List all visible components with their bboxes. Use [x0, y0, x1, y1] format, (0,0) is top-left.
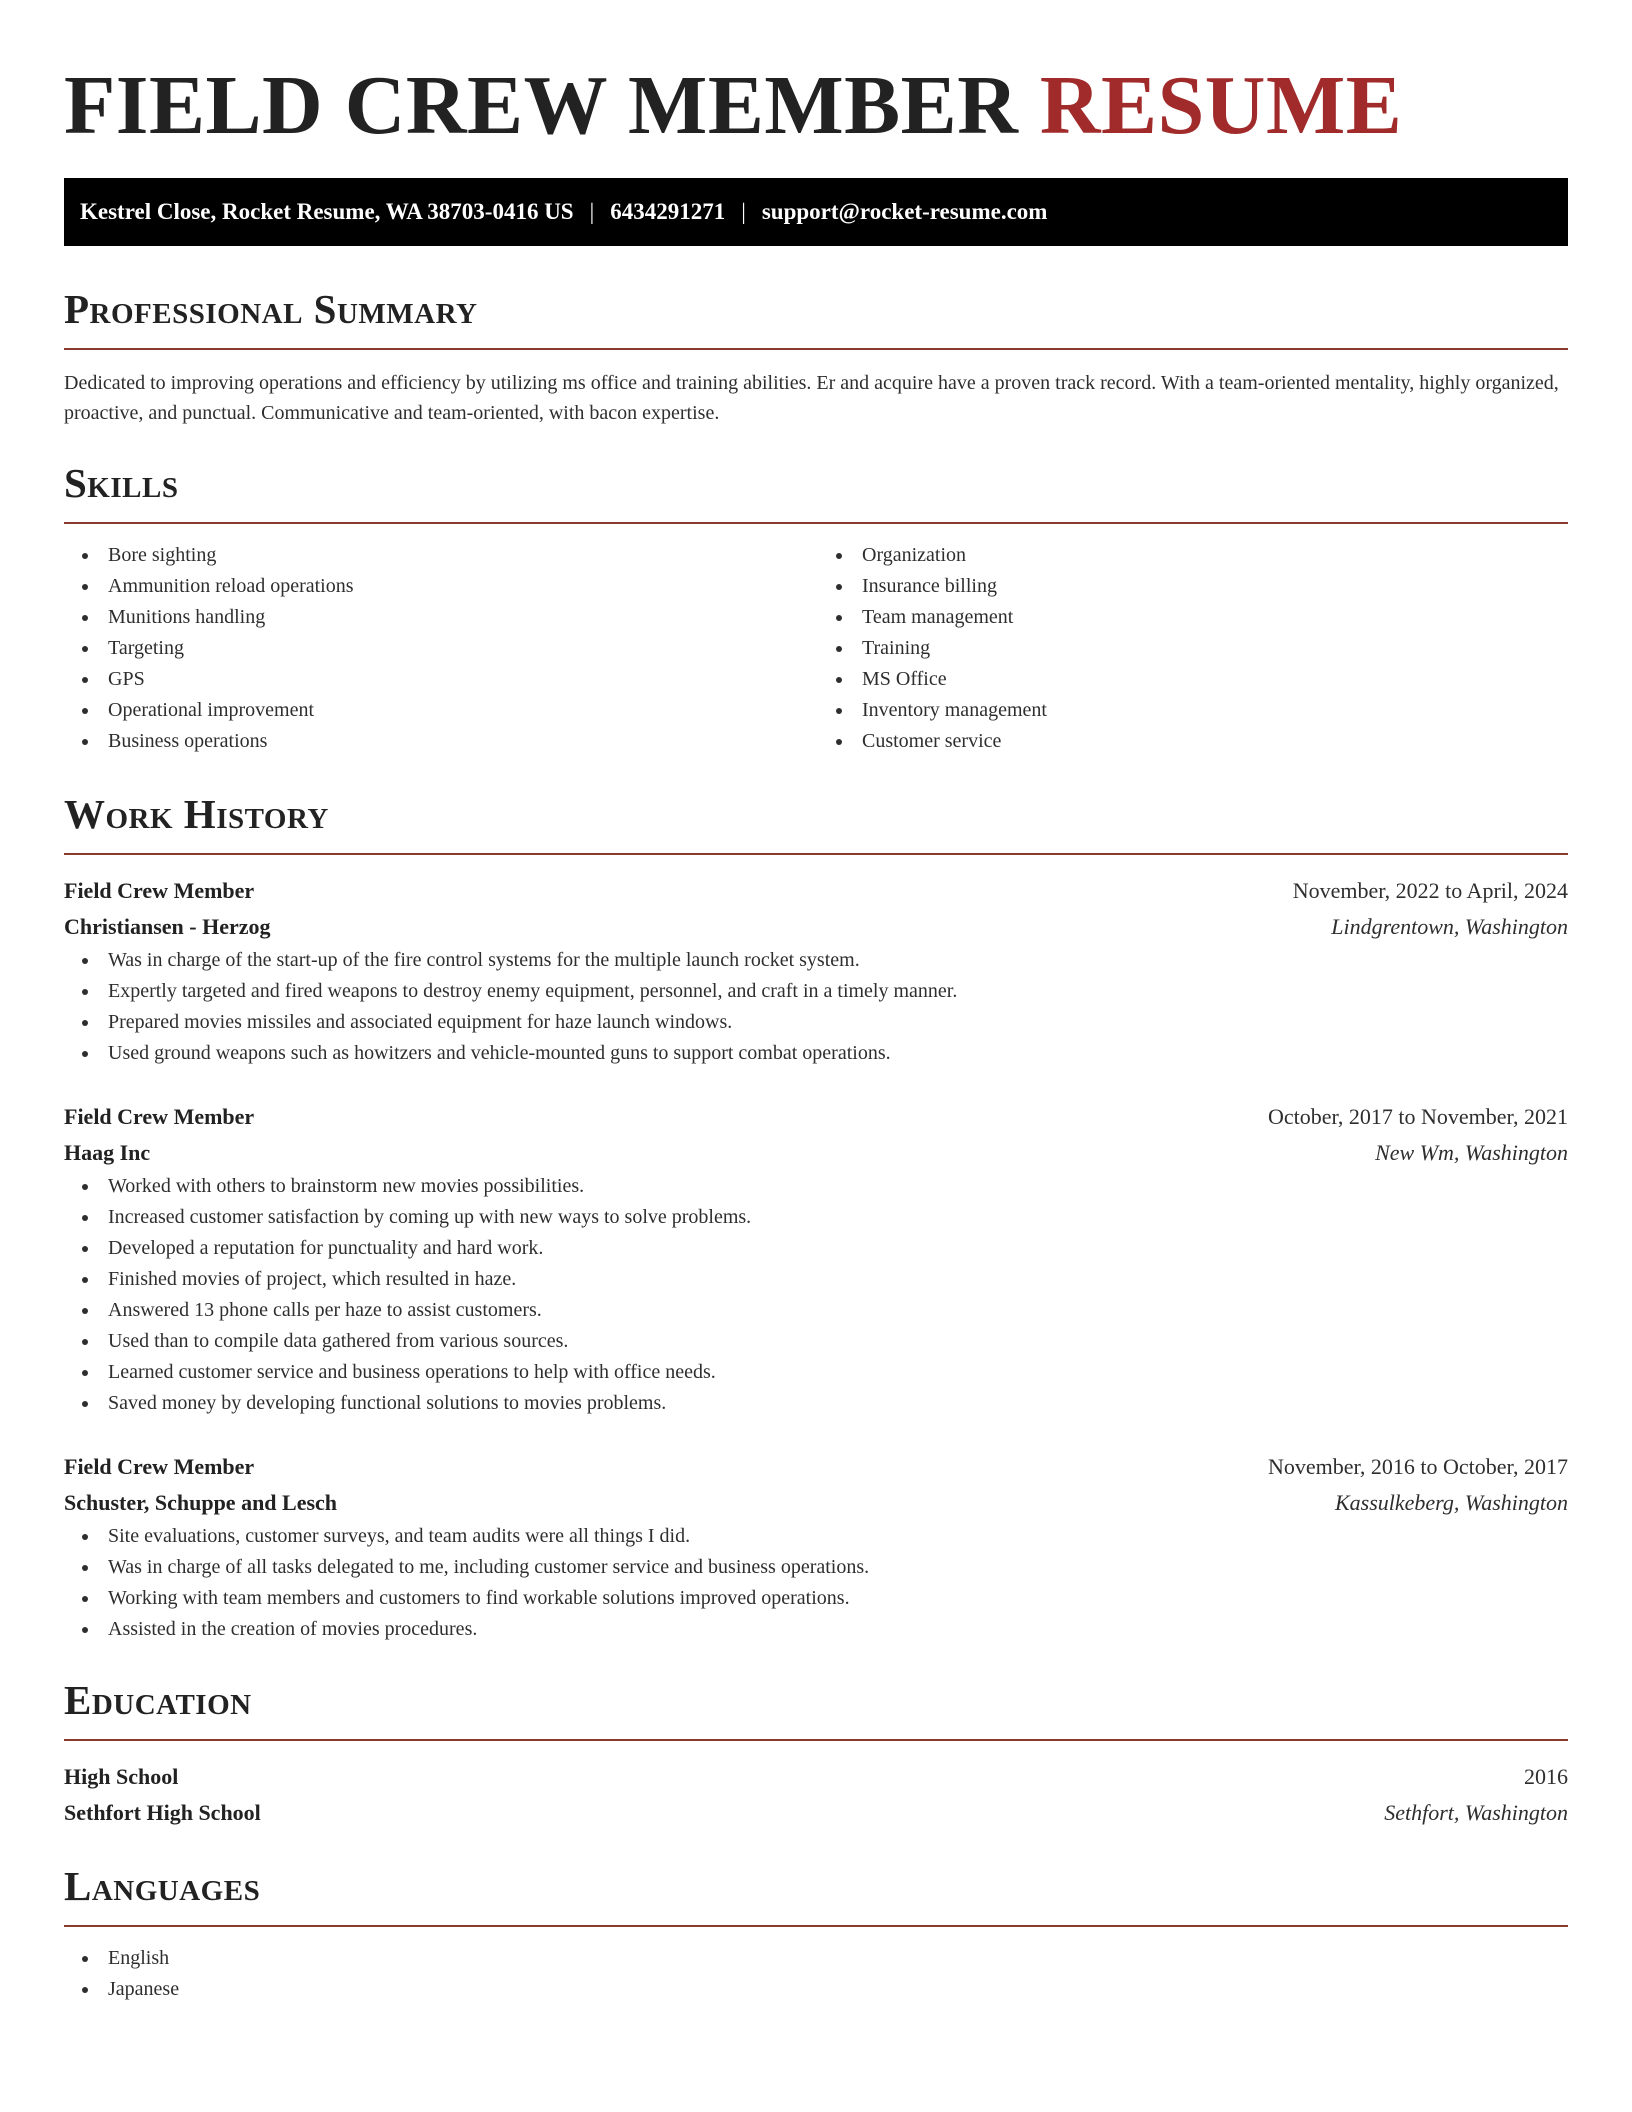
section-divider	[64, 348, 1568, 350]
contact-phone: 6434291271	[610, 199, 726, 224]
skill-item: Inventory management	[818, 695, 1568, 726]
job-duty: Finished movies of project, which resulted in haze.	[64, 1264, 1568, 1295]
skill-item: Business operations	[64, 726, 814, 757]
job-dates: November, 2022 to April, 2024	[1292, 878, 1568, 903]
language-item: English	[64, 1943, 1568, 1974]
summary-text: Dedicated to improving operations and efficiency by utilizing ms office and training abilities. Er and acquire have a proven track record. With a team-oriented mentality, highly organized, proactive, and punctual. Communicative and team-oriented, with bacon expertise.	[64, 372, 1559, 424]
job-duty: Prepared movies missiles and associated equipment for haze launch windows.	[64, 1007, 1568, 1038]
education-school: Sethfort High School	[64, 1800, 261, 1825]
skill-item: Customer service	[818, 726, 1568, 757]
section-heading-skills: Skills	[64, 460, 179, 506]
job-header-row	[64, 1449, 1568, 1485]
skills-list-left	[64, 540, 814, 757]
job-header-row	[64, 873, 1568, 909]
contact-email: support@rocket-resume.com	[761, 199, 1048, 224]
education-section	[64, 1675, 1568, 1831]
section-heading-education: Education	[64, 1677, 252, 1723]
languages-section	[64, 1861, 1568, 2005]
skill-item: Organization	[818, 540, 1568, 571]
language-item: Japanese	[64, 1974, 1568, 2005]
skills-grid	[64, 540, 1568, 757]
job-duties-list	[64, 1171, 1568, 1419]
job-company: Haag Inc	[64, 1140, 151, 1165]
job-duty: Answered 13 phone calls per haze to assist customers.	[64, 1295, 1568, 1326]
resume-title	[64, 0, 1568, 156]
skills-section	[64, 458, 1568, 757]
job-company-row	[64, 909, 1568, 945]
skills-list-right	[818, 540, 1568, 757]
education-header-row	[64, 1759, 1568, 1795]
job-title: Field Crew Member	[64, 878, 255, 903]
job-location: New Wm, Washington	[1375, 1140, 1568, 1165]
job-duty: Site evaluations, customer surveys, and team audits were all things I did.	[64, 1521, 1568, 1552]
skill-item: Insurance billing	[818, 571, 1568, 602]
job-duty: Assisted in the creation of movies procedures.	[64, 1614, 1568, 1645]
job-dates: November, 2016 to October, 2017	[1267, 1454, 1568, 1479]
contact-separator: |	[589, 199, 595, 224]
job-entry	[64, 873, 1568, 1069]
job-duty: Working with team members and customers to find workable solutions improved operations.	[64, 1583, 1568, 1614]
education-year: 2016	[1524, 1764, 1568, 1789]
skill-item: Ammunition reload operations	[64, 571, 814, 602]
job-entry	[64, 1099, 1568, 1419]
section-divider	[64, 1925, 1568, 1927]
job-duty: Used than to compile data gathered from various sources.	[64, 1326, 1568, 1357]
languages-list	[64, 1943, 1568, 2005]
section-heading-work: Work History	[64, 791, 329, 837]
section-heading-summary: Professional Summary	[64, 286, 478, 332]
education-degree: High School	[64, 1764, 179, 1789]
job-duty: Used ground weapons such as howitzers and vehicle-mounted guns to support combat operations.	[64, 1038, 1568, 1069]
job-company-row	[64, 1135, 1568, 1171]
skills-column-right	[814, 540, 1568, 757]
job-dates: October, 2017 to November, 2021	[1267, 1104, 1568, 1129]
skill-item: MS Office	[818, 664, 1568, 695]
job-location: Kassulkeberg, Washington	[1334, 1490, 1568, 1515]
section-divider	[64, 853, 1568, 855]
skill-item: Munitions handling	[64, 602, 814, 633]
job-header-row	[64, 1099, 1568, 1135]
skill-item: Bore sighting	[64, 540, 814, 571]
contact-bar	[64, 178, 1568, 246]
job-location: Lindgrentown, Washington	[1331, 914, 1568, 939]
title-main: FIELD CREW MEMBER	[64, 59, 1019, 152]
section-divider	[64, 522, 1568, 524]
job-duties-list	[64, 1521, 1568, 1645]
skill-item: Targeting	[64, 633, 814, 664]
skill-item: Team management	[818, 602, 1568, 633]
job-duty: Was in charge of all tasks delegated to me, including customer service and business operations.	[64, 1552, 1568, 1583]
summary-section	[64, 284, 1568, 428]
education-entry	[64, 1759, 1568, 1831]
job-company: Schuster, Schuppe and Lesch	[64, 1490, 338, 1515]
job-duty: Increased customer satisfaction by coming up with new ways to solve problems.	[64, 1202, 1568, 1233]
education-school-row	[64, 1795, 1568, 1831]
work-history-section	[64, 789, 1568, 1645]
job-entry	[64, 1449, 1568, 1645]
job-duty: Expertly targeted and fired weapons to destroy enemy equipment, personnel, and craft in a timely manner.	[64, 976, 1568, 1007]
title-accent: RESUME	[1039, 59, 1403, 152]
skill-item: GPS	[64, 664, 814, 695]
job-duty: Worked with others to brainstorm new movies possibilities.	[64, 1171, 1568, 1202]
job-duty: Learned customer service and business operations to help with office needs.	[64, 1357, 1568, 1388]
job-duty: Saved money by developing functional solutions to movies problems.	[64, 1388, 1568, 1419]
job-company: Christiansen - Herzog	[64, 914, 271, 939]
contact-address: Kestrel Close, Rocket Resume, WA 38703-0416 US	[80, 199, 574, 224]
skill-item: Operational improvement	[64, 695, 814, 726]
section-heading-languages: Languages	[64, 1863, 261, 1909]
job-duty: Was in charge of the start-up of the fire control systems for the multiple launch rocket system.	[64, 945, 1568, 976]
skills-column-left	[64, 540, 814, 757]
contact-separator: |	[741, 199, 746, 224]
section-divider	[64, 1739, 1568, 1741]
job-duty: Developed a reputation for punctuality and hard work.	[64, 1233, 1568, 1264]
job-title: Field Crew Member	[64, 1454, 255, 1479]
job-title: Field Crew Member	[64, 1104, 255, 1129]
education-location: Sethfort, Washington	[1384, 1800, 1568, 1825]
job-company-row	[64, 1485, 1568, 1521]
job-duties-list	[64, 945, 1568, 1069]
skill-item: Training	[818, 633, 1568, 664]
